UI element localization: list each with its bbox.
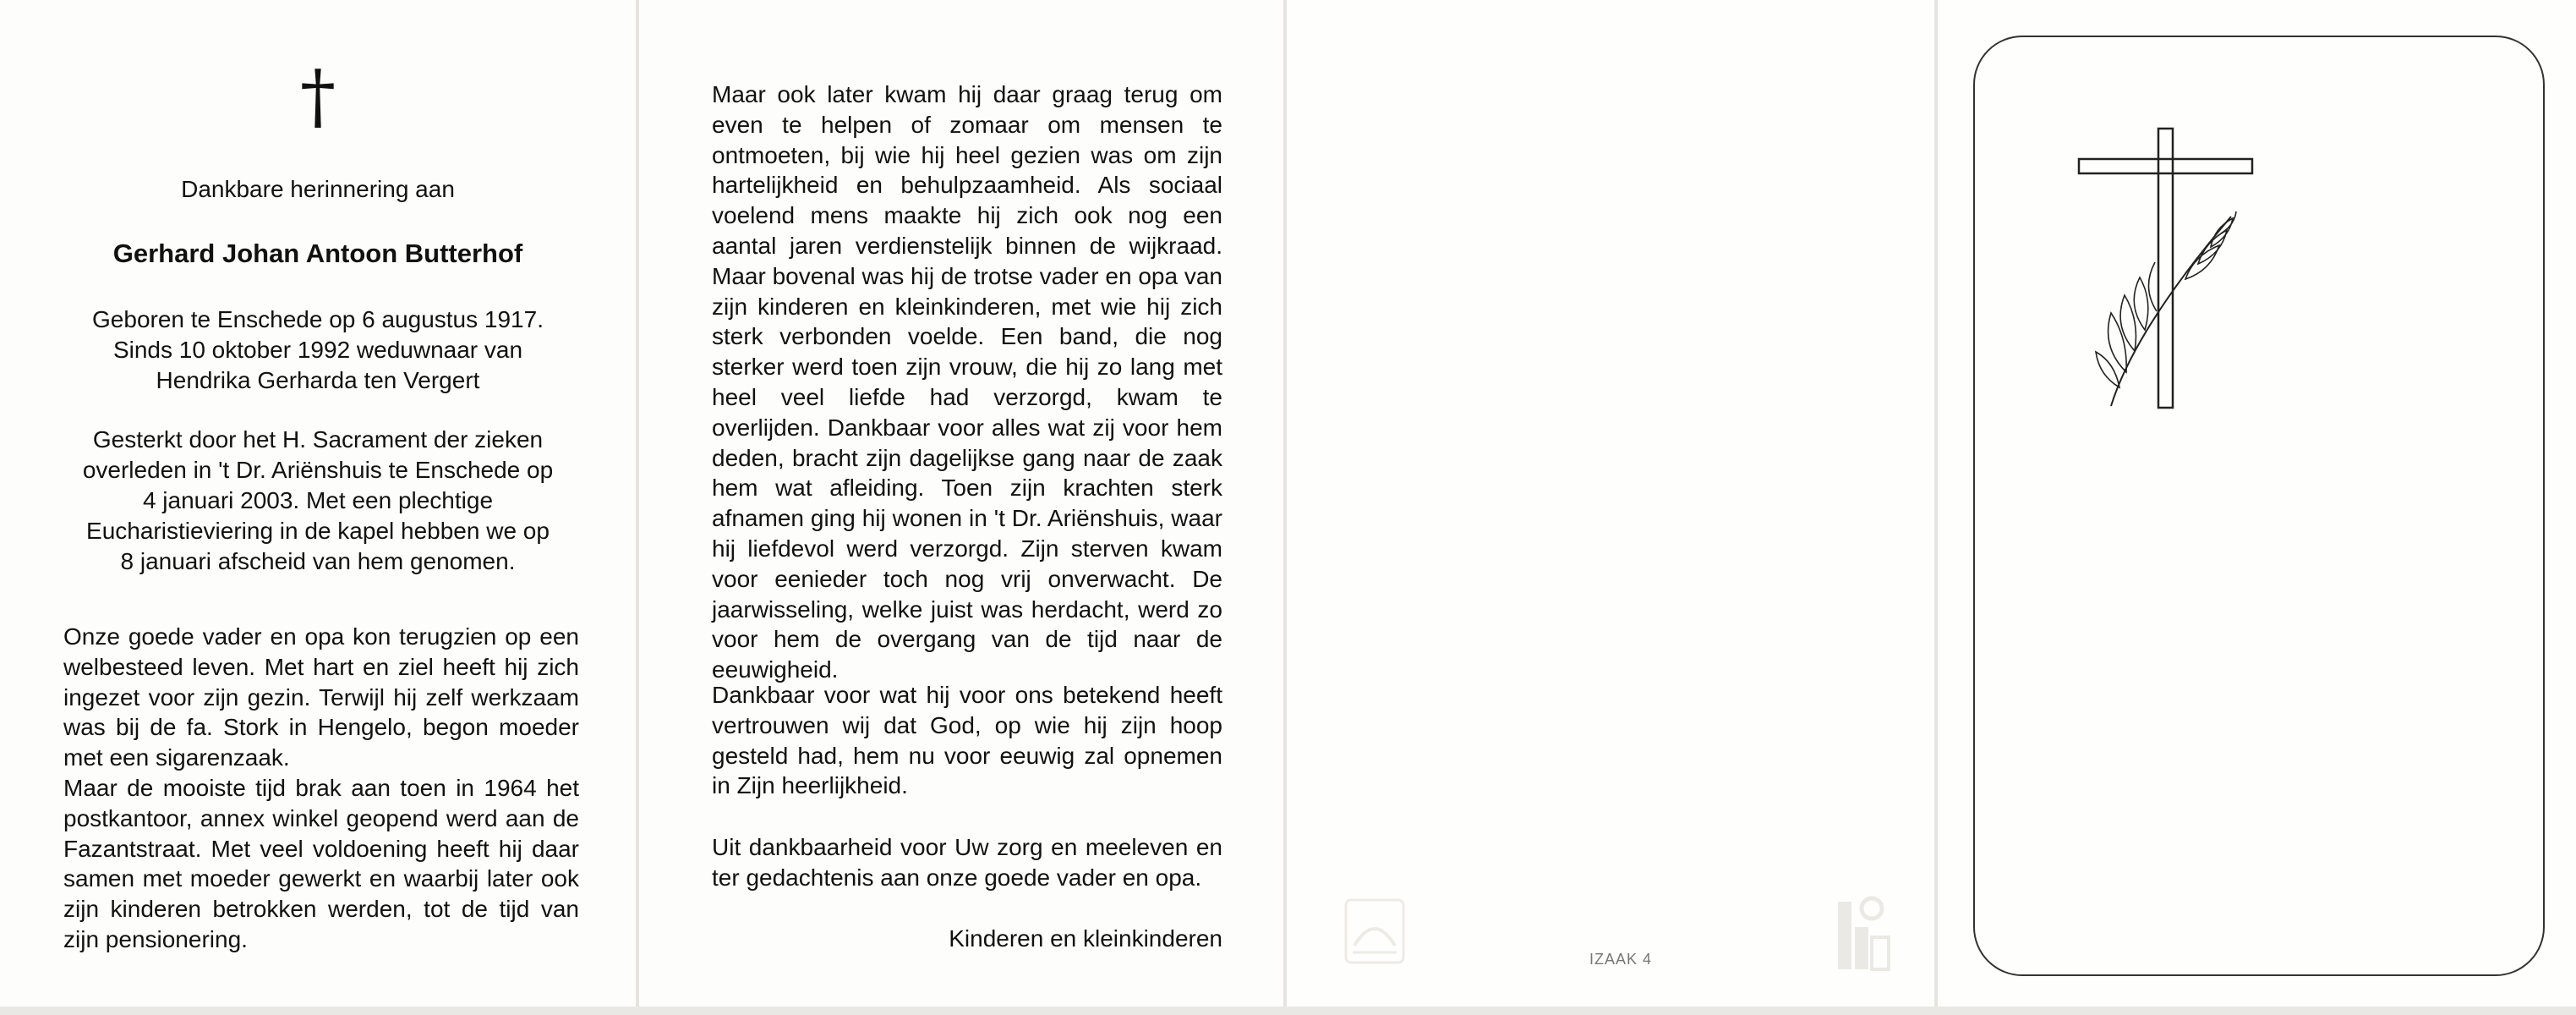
intro-text: Dankbare herinnering aan [181, 176, 455, 202]
birth-line: Hendrika Gerharda ten Vergert [156, 367, 480, 393]
death-line: 8 januari afscheid van hem genomen. [120, 548, 516, 574]
deceased-name: Gerhard Johan Antoon Butterhof [112, 239, 523, 268]
faith-paragraph: Dankbaar voor wat hij voor ons betekend heeft vertrouwen wij dat God, op wie hij zijn hoop gesteld had, hem nu voor eeuwig zal opnemen in Zijn heerlijkheid. [712, 682, 1222, 799]
birth-line: Sinds 10 oktober 1992 weduwnaar van [112, 337, 523, 363]
death-line: Gesterkt door het H. Sacrament der zieken [92, 426, 544, 453]
printer-logo-icon [1343, 895, 1407, 968]
publisher-logo-icon [1835, 893, 1894, 974]
page-fold [1934, 0, 1938, 1015]
birth-line: Geboren te Enschede op 6 augustus 1917. [92, 306, 544, 332]
death-line: overleden in 't Dr. Ariënshuis te Enschede op [82, 457, 554, 483]
life-paragraph: Maar de mooiste tijd brak aan toen in 1964 het postkantoor, annex winkel geopend werd aan de Fazantstraat. Met veel voldoening heeft hij daar samen met moeder gewerkt en waarbij later ook zijn kinderen betrokken werden, tot de tijd van zijn pensionering. [63, 775, 579, 952]
life-paragraph: Onze goede vader en opa kon terugzien op een welbesteed leven. Met hart en ziel heeft hij zich ingezet voor zijn gezin. Terwijl hij zelf werkzaam was bij de fa. Stork in Hengelo, begon moeder met een sigarenzaak. [63, 623, 579, 771]
print-code: IZAAK 4 [1589, 951, 1653, 968]
signature: Kinderen en kleinkinderen [949, 925, 1222, 952]
paper-bottom-edge [0, 1007, 2576, 1015]
life-paragraph: Maar ook later kwam hij daar graag terug om even te helpen of zomaar om mensen te ontmoeten, bij wie hij heel gezien was om zijn hartelijkheid en behulpzaamheid. Als sociaal voelend mens maakte hij zich ook nog een aantal jaren verdienstelijk binnen de wijkraad. Maar bovenal was hij de trotse vader en opa van zijn kinderen en kleinkinderen, met wie hij zich sterk verbonden voelde. Een band, die nog sterker werd toen zijn vrouw, die hij zo lang met heel veel liefde had verzorgd, kwam te overlijden. Dankbaar voor alles wat zij voor hem deden, bracht zijn dagelijkse gang naar de zaak hem wat afleiding. Toen zijn krachten sterk afnamen ging hij wonen in 't Dr. Ariënshuis, waar hij liefdevol werd verzorgd. Zijn sterven kwam voor eenieder toch nog vrij onverwacht. De jaarwisseling, welke juist was herdacht, werd zo voor hem de overgang van de tijd naar de eeuwigheid. [712, 81, 1222, 683]
death-line: Eucharistieviering in de kapel hebben we op [86, 518, 550, 544]
page-fold [636, 0, 639, 1015]
back-card-page [1287, 0, 1934, 1007]
cross-with-wheat-icon [2076, 118, 2270, 423]
thanks-paragraph: Uit dankbaarheid voor Uw zorg en meeleven en ter gedachtenis aan onze goede vader en opa. [712, 834, 1222, 891]
page-fold [1283, 0, 1287, 1015]
death-line: 4 januari 2003. Met een plechtige [142, 487, 494, 513]
cross-icon: † [300, 55, 336, 138]
